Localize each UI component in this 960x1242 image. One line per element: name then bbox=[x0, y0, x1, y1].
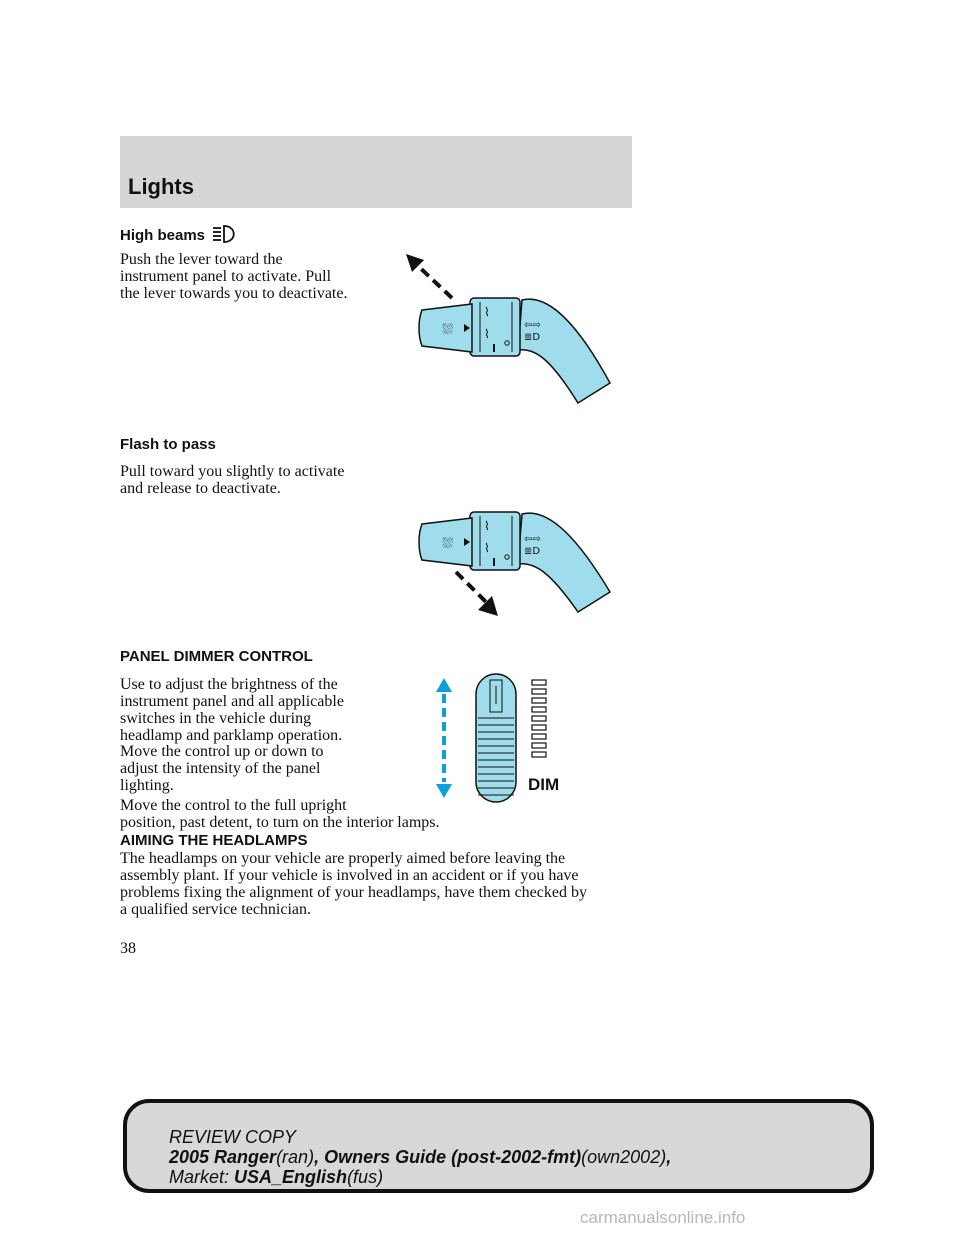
flash-to-pass-lever-illustration bbox=[400, 462, 620, 622]
text-line: switches in the vehicle during bbox=[120, 710, 312, 727]
flash-to-pass-text bbox=[120, 463, 344, 497]
aiming-heading: AIMING THE HEADLAMPS bbox=[120, 832, 308, 849]
high-beams-heading-text: High beams bbox=[120, 227, 206, 244]
panel-dimmer-para-3 bbox=[120, 797, 440, 831]
svg-text:⇦⇨: ⇦⇨ bbox=[524, 534, 541, 545]
svg-text:≣D: ≣D bbox=[524, 332, 541, 343]
watermark: carmanualsonline.info bbox=[580, 1208, 746, 1227]
text-line: Move the control to the full upright bbox=[120, 797, 347, 814]
push-arrow-icon bbox=[406, 254, 452, 298]
panel-dimmer-illustration bbox=[430, 672, 570, 804]
svg-text:≣D: ≣D bbox=[524, 546, 541, 557]
text-line: the lever towards you to deactivate. bbox=[120, 285, 348, 302]
text-line: instrument panel and all applicable bbox=[120, 693, 344, 710]
svg-text:⌇: ⌇ bbox=[484, 519, 490, 533]
text-line: and release to deactivate. bbox=[120, 480, 281, 497]
pull-arrow-icon bbox=[456, 572, 498, 616]
text-line: Use to adjust the brightness of the bbox=[120, 676, 338, 693]
svg-text:⛆: ⛆ bbox=[442, 536, 454, 552]
text-line: adjust the intensity of the panel bbox=[120, 760, 321, 777]
high-beams-text bbox=[120, 251, 347, 302]
page-number: 38 bbox=[120, 940, 136, 957]
footer-model: 2005 Ranger bbox=[169, 1147, 277, 1167]
section-title: Lights bbox=[128, 174, 194, 199]
flash-to-pass-heading: Flash to pass bbox=[120, 436, 216, 453]
svg-text:⌇: ⌇ bbox=[484, 327, 490, 341]
up-down-arrow-icon bbox=[436, 678, 452, 798]
text-line: assembly plant. If your vehicle is involved in an accident or if you have bbox=[120, 867, 579, 884]
text-line: headlamp and parklamp operation. bbox=[120, 727, 343, 744]
panel-dimmer-heading: PANEL DIMMER CONTROL bbox=[120, 648, 313, 665]
section-header bbox=[120, 136, 632, 208]
footer-guide: Owners Guide (post-2002-fmt) bbox=[324, 1147, 582, 1167]
text-line: instrument panel to activate. Pull bbox=[120, 268, 332, 285]
review-footer bbox=[123, 1099, 874, 1193]
panel-dimmer-para-1 bbox=[120, 676, 344, 744]
footer-market-line bbox=[169, 1167, 383, 1188]
high-beam-lever-illustration bbox=[400, 248, 620, 408]
footer-market-label: Market: bbox=[169, 1167, 230, 1187]
text-line: Pull toward you slightly to activate bbox=[120, 463, 345, 480]
text-line: Move the control up or down to bbox=[120, 743, 324, 760]
panel-dimmer-para-2 bbox=[120, 743, 324, 794]
svg-text:⇦⇨: ⇦⇨ bbox=[524, 320, 541, 331]
svg-text:⌇: ⌇ bbox=[484, 305, 490, 319]
footer-model-code: (ran) bbox=[276, 1147, 315, 1167]
footer-market: USA_English bbox=[234, 1167, 348, 1187]
svg-text:⌇: ⌇ bbox=[484, 541, 490, 555]
aiming-text bbox=[120, 850, 587, 918]
footer-separator: , bbox=[314, 1147, 325, 1167]
high-beam-icon bbox=[211, 224, 241, 244]
dim-label: DIM bbox=[528, 775, 560, 794]
footer-market-code: (fus) bbox=[347, 1167, 384, 1187]
high-beams-heading bbox=[120, 224, 241, 244]
footer-separator: , bbox=[666, 1147, 672, 1167]
footer-model-line bbox=[169, 1147, 671, 1168]
review-copy-label: REVIEW COPY bbox=[169, 1127, 297, 1147]
footer-guide-code: (own2002) bbox=[581, 1147, 667, 1167]
text-line: problems fixing the alignment of your headlamps, have them checked by bbox=[120, 884, 587, 901]
text-line: lighting. bbox=[120, 777, 174, 794]
text-line: position, past detent, to turn on the interior lamps. bbox=[120, 814, 440, 831]
svg-text:⛆: ⛆ bbox=[442, 322, 454, 338]
text-line: The headlamps on your vehicle are properly aimed before leaving the bbox=[120, 850, 566, 867]
brightness-scale-icon bbox=[532, 680, 546, 757]
text-line: a qualified service technician. bbox=[120, 901, 312, 918]
text-line: Push the lever toward the bbox=[120, 251, 283, 268]
